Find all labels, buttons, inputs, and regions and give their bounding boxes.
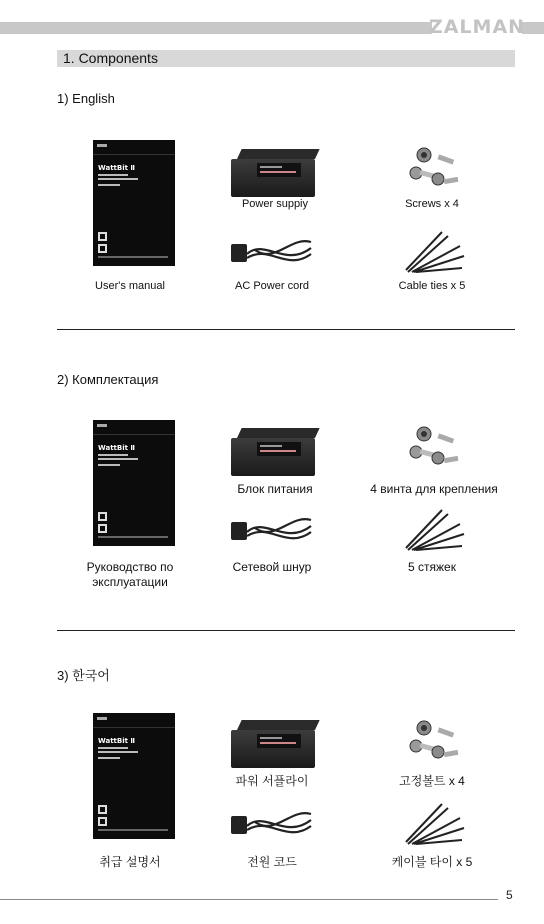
- cable-ties-image: [402, 228, 468, 274]
- screws-image: [402, 424, 466, 472]
- section-heading-english: 1) English: [57, 91, 115, 106]
- label-cord-ru: Сетевой шнур: [232, 560, 312, 574]
- label-ties-ru: 5 стяжек: [408, 560, 456, 574]
- power-supply-image: [231, 428, 315, 476]
- zalman-logo: ZALMAN: [428, 16, 526, 38]
- label-manual-ru-line2: эксплуатации: [92, 575, 168, 589]
- label-ties-ko: 케이블 타이 x 5: [391, 855, 473, 869]
- cable-ties-image: [402, 506, 468, 552]
- power-cord-image: [225, 800, 317, 846]
- power-cord-image: [225, 506, 317, 552]
- power-supply-image: [231, 149, 315, 197]
- label-manual-ko: 취급 설명서: [99, 855, 161, 869]
- section-title: 1. Components: [57, 50, 515, 67]
- cable-ties-image: [402, 800, 468, 846]
- label-psu-en: Power suppiy: [241, 198, 309, 210]
- power-supply-image: [231, 720, 315, 768]
- label-ties-en: Cable ties x 5: [398, 280, 466, 292]
- label-psu-ru: Блок питания: [237, 482, 313, 496]
- label-screws-en: Screws x 4: [405, 198, 459, 210]
- manual-image: [93, 713, 175, 839]
- label-screws-ru: 4 винта для крепления: [370, 482, 498, 496]
- manual-image: [93, 140, 175, 266]
- footer-rule: [0, 899, 498, 900]
- page-number: 5: [506, 888, 513, 902]
- label-cord-en: AC Power cord: [235, 280, 309, 292]
- section-divider: [57, 630, 515, 631]
- section-heading-russian: 2) Комплектация: [57, 372, 159, 387]
- label-manual-ru-line1: Руководство по: [86, 560, 174, 574]
- section-divider: [57, 329, 515, 330]
- label-manual-en: User's manual: [95, 280, 165, 292]
- manual-cover-title: WattBit Ⅱ: [98, 164, 136, 172]
- manual-image: [93, 420, 175, 546]
- screws-image: [402, 718, 466, 766]
- section-heading-korean: 3) 한국어: [57, 668, 110, 683]
- label-screws-ko: 고정볼트 x 4: [399, 774, 465, 788]
- label-cord-ko: 전원 코드: [247, 855, 297, 869]
- manual-cover-title: WattBit Ⅱ: [98, 737, 136, 745]
- label-psu-ko: 파워 서플라이: [235, 774, 309, 788]
- power-cord-image: [225, 228, 317, 274]
- manual-cover-title: WattBit Ⅱ: [98, 444, 136, 452]
- screws-image: [402, 145, 466, 193]
